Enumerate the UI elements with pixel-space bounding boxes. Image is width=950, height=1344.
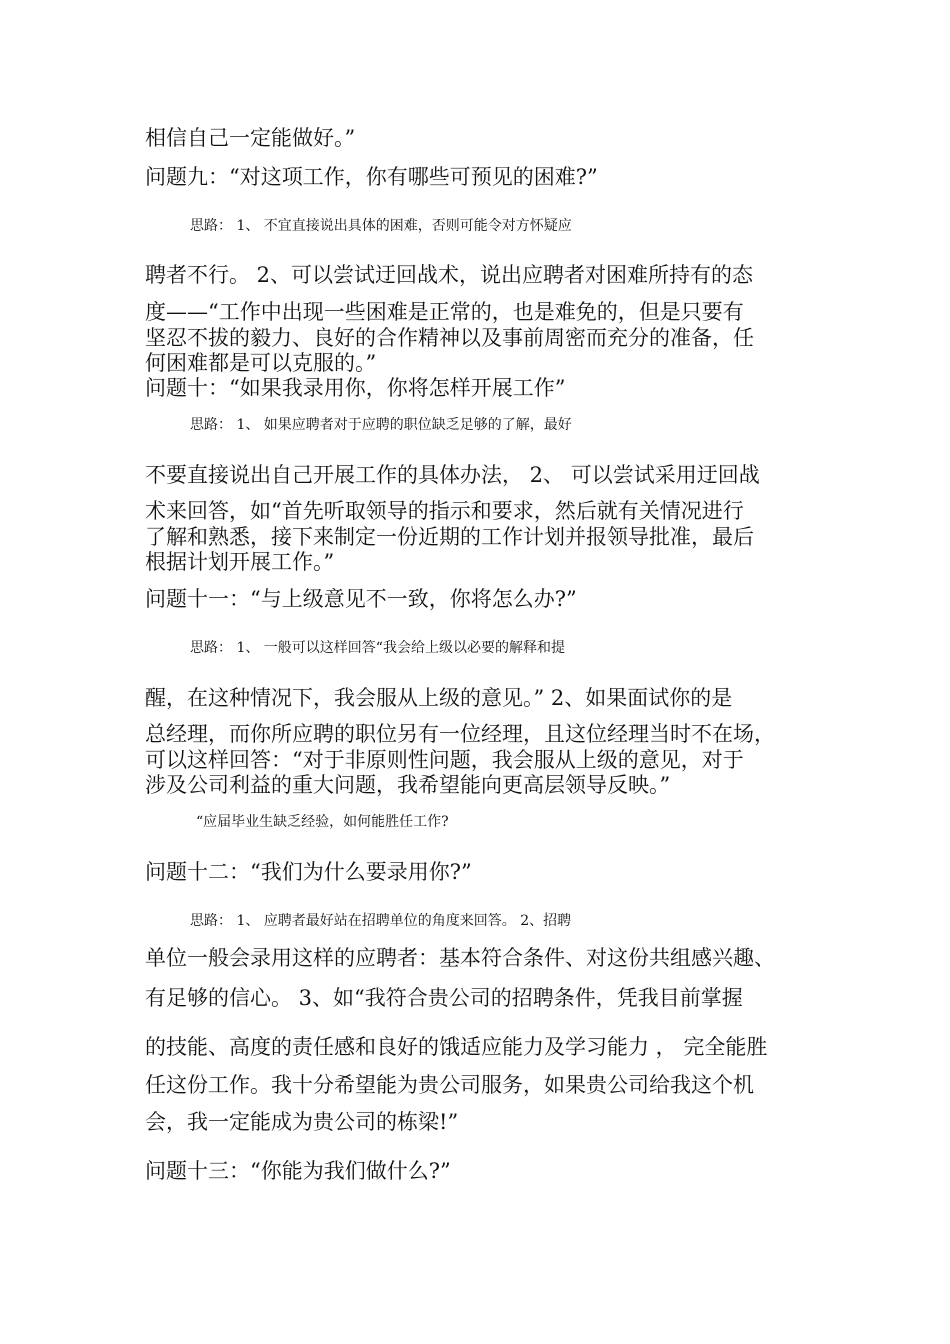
text-line: 的技能、高度的责任感和良好的饿适应能力及学习能力 ， 完全能胜 [145, 1035, 768, 1059]
text-line: 聘者不行。 2、可以尝试迂回战术，说出应聘者对困难所持有的态 [145, 263, 754, 287]
text-line: 任这份工作。我十分希望能为贵公司服务，如果贵公司给我这个机 [145, 1073, 754, 1097]
text-line: 涉及公司利益的重大问题，我希望能向更高层领导反映。” [145, 773, 671, 797]
text-line: 何困难都是可以克服的。” [145, 351, 377, 375]
text-line: 坚忍不拔的毅力、良好的合作精神以及事前周密而充分的准备，任 [145, 326, 754, 350]
text-line: 思路： 1、 一般可以这样回答“我会给上级以必要的解释和提 [190, 640, 565, 656]
text-line: 了解和熟悉，接下来制定一份近期的工作计划并报领导批准，最后 [145, 525, 754, 549]
text-line: 思路： 1、 应聘者最好站在招聘单位的角度来回答。 2、招聘 [190, 913, 572, 929]
text-line: 总经理，而你所应聘的职位另有一位经理，且这位经理当时不在场， [145, 722, 775, 746]
text-line: 不要直接说出自己开展工作的具体办法， 2、 可以尝试采用迂回战 [145, 463, 760, 487]
text-line: 思路： 1、 如果应聘者对于应聘的职位缺乏足够的了解，最好 [190, 417, 572, 433]
question-heading: 问题十：“如果我录用你，你将怎样开展工作” [145, 376, 566, 400]
text-line: 术来回答，如“首先听取领导的指示和要求，然后就有关情况进行 [145, 499, 744, 523]
question-heading: 问题十二：“我们为什么要录用你?” [145, 860, 472, 884]
text-line: 醒，在这种情况下，我会服从上级的意见。” 2、如果面试你的是 [145, 686, 733, 710]
text-line: 可以这样回答：“对于非原则性问题，我会服从上级的意见，对于 [145, 748, 744, 772]
question-heading: 问题十一：“与上级意见不一致，你将怎么办?” [145, 587, 577, 611]
question-heading: 问题九：“对这项工作，你有哪些可预见的困难?” [145, 165, 598, 189]
text-line: “应届毕业生缺乏经验，如何能胜任工作? [196, 814, 449, 830]
text-line: 会，我一定能成为贵公司的栋梁!” [145, 1110, 459, 1134]
text-line: 度——“工作中出现一些困难是正常的，也是难免的，但是只要有 [145, 300, 744, 324]
text-line: 思路： 1、 不宜直接说出具体的困难，否则可能令对方怀疑应 [190, 218, 572, 234]
text-line: 根据计划开展工作。” [145, 550, 335, 574]
text-line: 相信自己一定能做好。” [145, 126, 356, 150]
text-line: 有足够的信心。 3、如“我符合贵公司的招聘条件，凭我目前掌握 [145, 986, 743, 1010]
text-line: 单位一般会录用这样的应聘者：基本符合条件、对这份共组感兴趣、 [145, 946, 775, 970]
question-heading: 问题十三：“你能为我们做什么?” [145, 1159, 451, 1183]
